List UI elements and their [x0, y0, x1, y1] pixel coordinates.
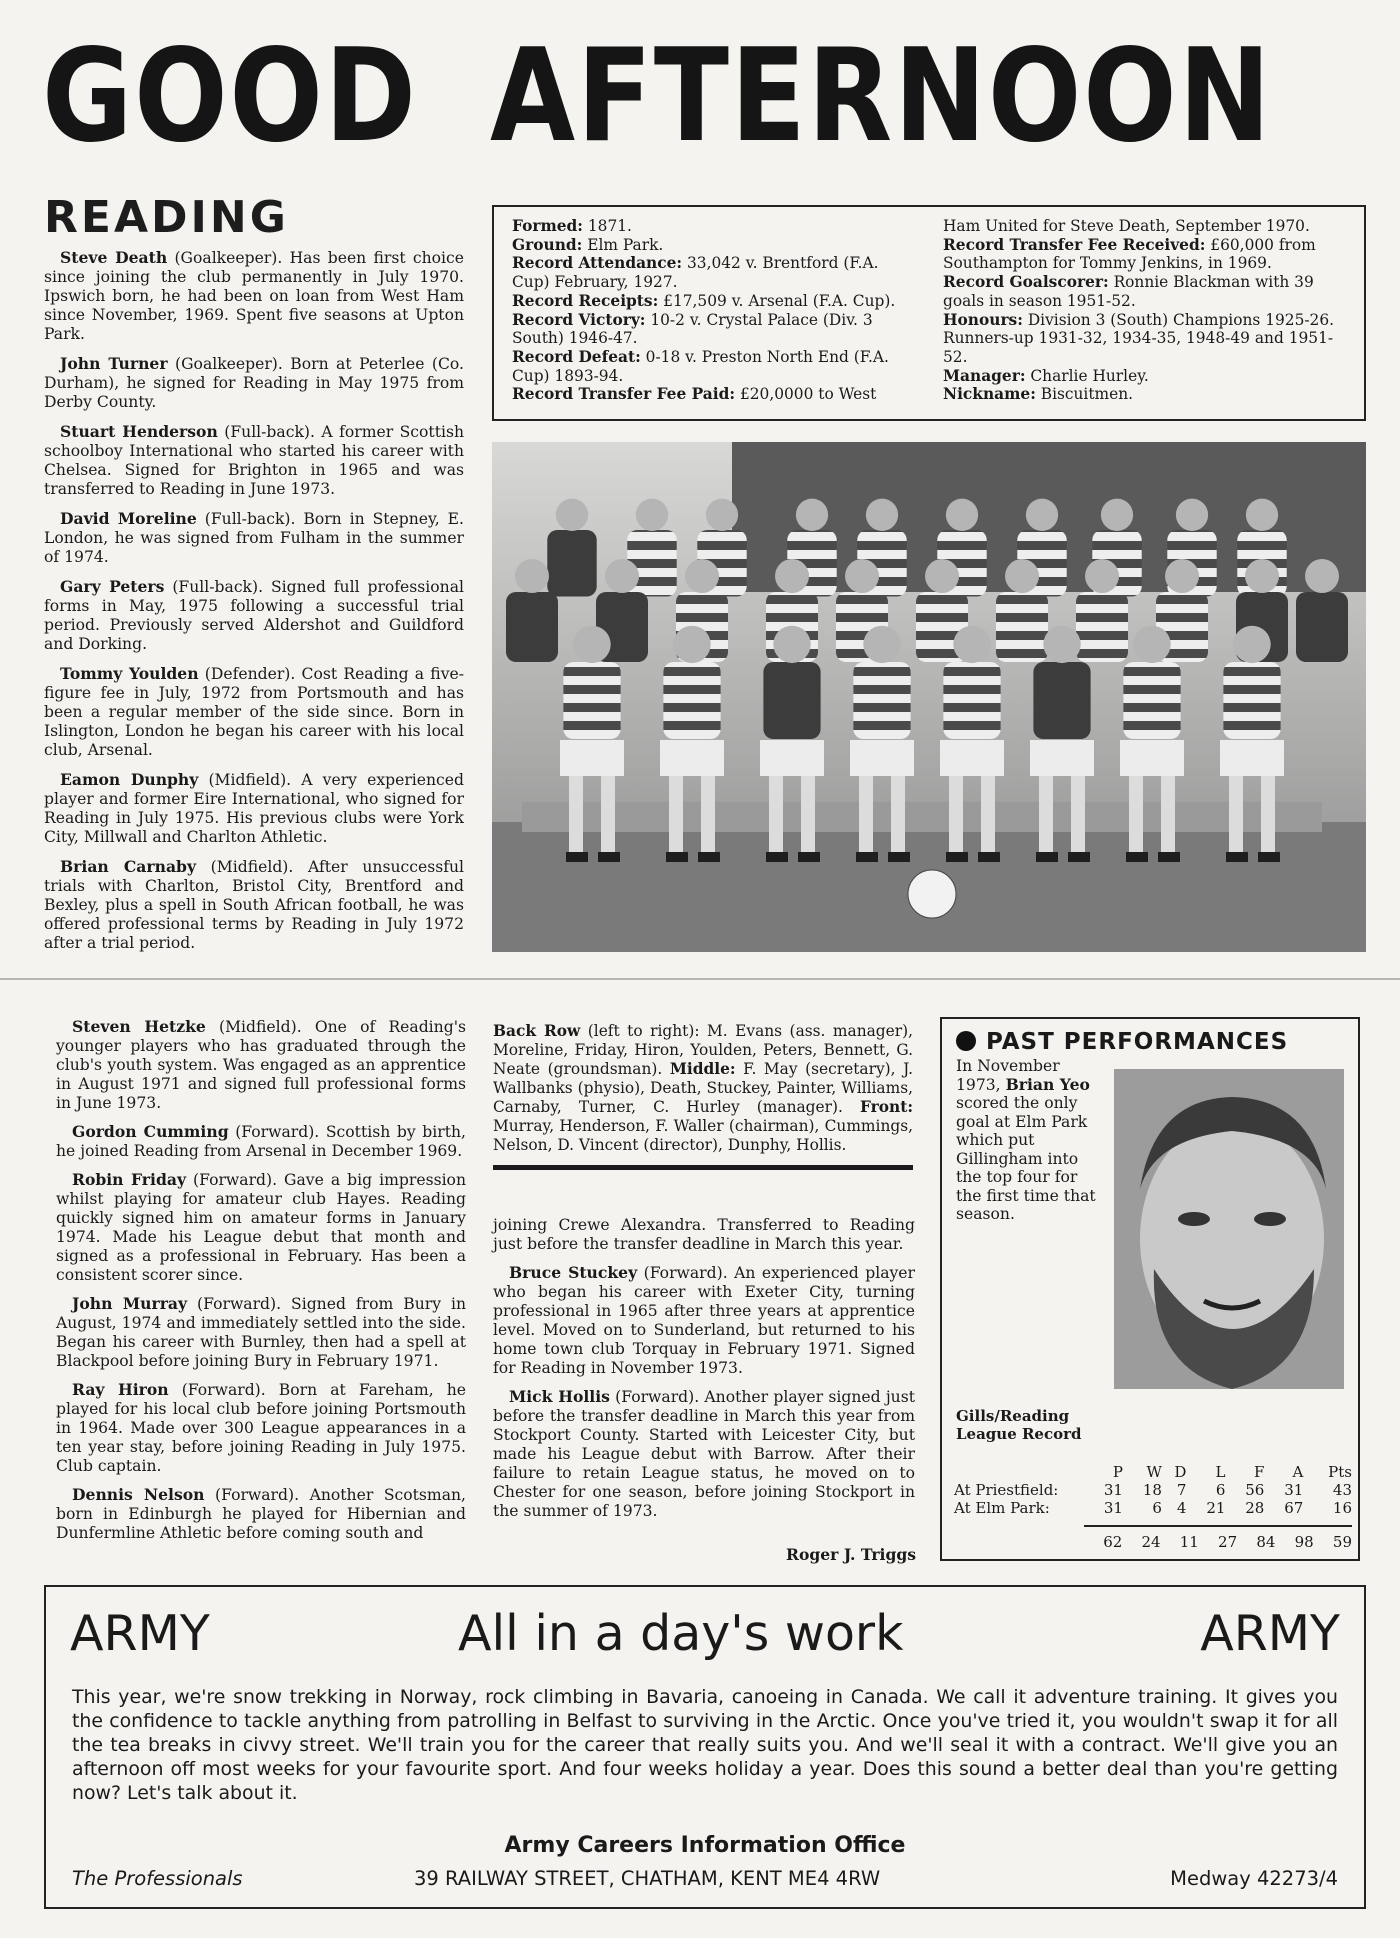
team-photo	[492, 442, 1366, 952]
army-advert	[44, 1585, 1366, 1909]
player-name: John Turner	[60, 354, 168, 373]
club-fact-label: Record Victory:	[512, 310, 646, 329]
record-total: 62	[1103, 1532, 1123, 1551]
record-value: 21	[1206, 1499, 1226, 1517]
player-bio	[493, 1215, 915, 1254]
club-fact-label: Honours:	[943, 310, 1023, 329]
player-bio	[56, 1122, 466, 1161]
record-column-header: Pts	[1328, 1463, 1352, 1481]
team-member-leg	[769, 776, 783, 856]
player-bio	[56, 1380, 466, 1476]
bios-left-column	[44, 248, 464, 963]
team-member-head	[1246, 499, 1278, 531]
player-bio	[44, 770, 464, 847]
player-bio	[44, 248, 464, 344]
caption-middle-label: Middle:	[669, 1060, 736, 1078]
team-member-figure	[547, 530, 596, 597]
portrait-illustration	[1114, 1069, 1344, 1389]
player-name: Mick Hollis	[509, 1387, 610, 1406]
player-bio-text: (Midfield). After unsuccessful trials with Charlton, Bristol City, Brentford and Bexley, plus a spell in South African football, he was offered professional terms by Reading in July 1972 after a trial period.	[44, 858, 464, 952]
player-name: Brian Carnaby	[60, 857, 197, 876]
photo-caption	[493, 1022, 913, 1155]
record-column-header: W	[1146, 1463, 1162, 1481]
player-bio	[44, 577, 464, 654]
record-value: 67	[1284, 1499, 1304, 1517]
league-record-table	[954, 1463, 1352, 1551]
team-member-head	[1245, 559, 1279, 593]
team-member-boot	[888, 852, 910, 862]
team-member-figure	[1223, 662, 1280, 739]
ad-office: Army Careers Information Office	[504, 1833, 906, 1858]
team-member-head	[636, 499, 668, 531]
team-member-figure	[563, 662, 620, 739]
club-fact-label: Nickname:	[943, 385, 1036, 404]
record-column-header: D	[1174, 1463, 1187, 1481]
club-fact	[512, 292, 915, 311]
club-fact	[512, 236, 915, 255]
team-member-leg	[949, 776, 963, 856]
player-name: Gordon Cumming	[72, 1122, 229, 1141]
record-total: 27	[1218, 1532, 1238, 1551]
player-name: David Moreline	[60, 509, 197, 528]
club-facts-right	[943, 217, 1346, 404]
player-bio	[56, 1170, 466, 1285]
team-member-shorts	[850, 740, 914, 776]
record-venue: At Elm Park:	[954, 1499, 1050, 1517]
team-member-leg	[569, 776, 583, 856]
team-member-head	[925, 559, 959, 593]
team-member-head	[515, 559, 549, 593]
record-row	[954, 1481, 1352, 1499]
team-member-figure	[1033, 662, 1090, 739]
record-value: 31	[1103, 1481, 1123, 1499]
caption-rule	[493, 1165, 913, 1170]
record-venue-header	[954, 1463, 1084, 1481]
record-total: 98	[1294, 1532, 1314, 1551]
record-total: 59	[1332, 1532, 1352, 1551]
ad-body: This year, we're snow trekking in Norway, rock climbing in Bavaria, canoeing in Canada. We call it adventure training. It gives you the confidence to tackle anything from patrolling in Belfast to surviving in the Arctic. Once you've tried it, you wouldn't swap it for all the tea breaks in civvy street. We'll train you for the career that really suits you. And we'll seal it with a contract. We'll give you an afternoon off most weeks for your favourite sport. And four weeks holiday a year. Does this sound a better deal than you're getting now? Let's talk about it.	[72, 1686, 1338, 1804]
player-name: Steven Hetzke	[72, 1017, 206, 1036]
team-member-boot	[1258, 852, 1280, 862]
club-fact	[943, 367, 1346, 386]
club-fact-label: Ground:	[512, 235, 583, 254]
headline-afternoon: AFTERNOON	[490, 22, 1273, 171]
club-fact-label: Record Transfer Fee Received:	[943, 235, 1206, 254]
team-member-head	[1176, 499, 1208, 531]
page-fold	[0, 978, 1400, 980]
club-fact-value: Ronnie Blackman with 39 goals in season 1951-52.	[943, 273, 1314, 310]
record-value: 18	[1142, 1481, 1162, 1499]
record-value: 6	[1152, 1499, 1162, 1517]
club-fact	[943, 273, 1346, 310]
photo-caption-block	[493, 1022, 913, 1170]
headline-good: GOOD	[42, 22, 418, 171]
player-bio-text: joining Crewe Alexandra. Transferred to Reading just before the transfer deadline in March this year.	[493, 1216, 915, 1253]
team-member-shorts	[560, 740, 624, 776]
record-total: 84	[1256, 1532, 1276, 1551]
team-member-leg	[1261, 776, 1275, 856]
scorer-name: Brian Yeo	[1005, 1074, 1090, 1094]
club-fact	[943, 311, 1346, 367]
team-member-boot	[1036, 852, 1058, 862]
team-member-head	[773, 626, 810, 663]
record-value: 6	[1215, 1481, 1226, 1499]
player-bio-text: (Defender). Cost Reading a five-figure fee in July, 1972 from Portsmouth and has been a regular member of the side since. Born in Islington, London he began his career with his local club, Arsenal.	[44, 665, 464, 759]
club-fact	[943, 385, 1346, 404]
record-venue: At Priestfield:	[954, 1481, 1059, 1499]
totals-rule	[1084, 1525, 1352, 1527]
team-member-leg	[601, 776, 615, 856]
team-member-figure	[1123, 662, 1180, 739]
league-record-totals	[954, 1533, 1352, 1551]
record-value: 43	[1332, 1481, 1352, 1499]
ad-address: 39 RAILWAY STREET, CHATHAM, KENT ME4 4RW	[414, 1867, 881, 1890]
player-bio-text: (Forward). Signed from Bury in August, 1974 and immediately settled into the side. Began his career with Burnley, then had a spell at Blackpool before joining Bury in February 1971.	[56, 1295, 467, 1370]
team-member-head	[1043, 626, 1080, 663]
team-member-shorts	[940, 740, 1004, 776]
club-facts-box	[492, 205, 1366, 421]
player-bio	[56, 1485, 466, 1543]
player-name: Ray Hiron	[72, 1380, 169, 1399]
club-facts-left	[512, 217, 915, 404]
player-bio-text: (Goalkeeper). Has been first choice since joining the club permanently in July 1970. Ipswich born, he had been on loan from West Ham since November, 1969. Spent five seasons at Upton Park.	[44, 249, 464, 343]
player-bio	[44, 664, 464, 760]
team-member-boot	[856, 852, 878, 862]
team-member-figure	[506, 592, 558, 662]
ad-left-word: ARMY	[70, 1605, 210, 1662]
team-member-shorts	[1030, 740, 1094, 776]
player-bio-text: (Full-back). Signed full professional forms in May, 1975 following a successful trial period. Previously served Aldershot and Guildford and Dorking.	[44, 578, 464, 653]
record-value: 31	[1103, 1499, 1123, 1517]
player-bio	[44, 422, 464, 499]
team-member-head	[1026, 499, 1058, 531]
team-member-leg	[859, 776, 873, 856]
club-fact	[512, 311, 915, 348]
club-fact	[512, 348, 915, 385]
record-column-header: L	[1215, 1463, 1226, 1481]
team-member-figure	[663, 662, 720, 739]
team-member-head	[1133, 626, 1170, 663]
record-value: 4	[1176, 1499, 1187, 1517]
team-member-boot	[978, 852, 1000, 862]
league-record	[954, 1463, 1352, 1517]
team-member-head	[1101, 499, 1133, 531]
club-fact-label: Record Attendance:	[512, 254, 683, 273]
club-fact-value: £20,0000 to West	[735, 385, 877, 404]
club-fact-label: Record Goalscorer:	[943, 273, 1109, 292]
player-bio-text: (Midfield). One of Reading's younger players who has graduated through the club's youth system. Was engaged as an apprentice in August 1971 and signed full professional forms in June 1973.	[56, 1018, 466, 1112]
club-fact-value: £17,509 v. Arsenal (F.A. Cup).	[658, 291, 896, 310]
team-member-leg	[1129, 776, 1143, 856]
record-totals-row	[954, 1533, 1352, 1551]
caption-back-text: (left to right): M. Evans (ass. manager), Moreline, Friday, Hiron, Youlden, Peters, Bennett, G. Neate (groundsman).	[493, 1022, 913, 1078]
club-fact	[512, 217, 915, 236]
caption-front-label: Front:	[859, 1098, 913, 1116]
past-performances-title: PAST PERFORMANCES	[956, 1029, 1288, 1055]
team-member-shorts	[660, 740, 724, 776]
team-member-head	[673, 626, 710, 663]
player-name: John Murray	[72, 1294, 188, 1313]
team-member-head	[706, 499, 738, 531]
section-title: READING	[44, 192, 289, 243]
club-fact-label: Formed:	[512, 217, 583, 235]
club-fact-value: 33,042 v. Brentford (F.A. Cup) February, 1927.	[512, 254, 879, 292]
team-member-boot	[566, 852, 588, 862]
club-fact-label: Record Defeat:	[512, 347, 641, 366]
team-member-leg	[1039, 776, 1053, 856]
club-fact-value: Biscuitmen.	[1035, 385, 1134, 404]
team-member-leg	[891, 776, 905, 856]
team-member-shorts	[1120, 740, 1184, 776]
club-fact-value: 0-18 v. Preston North End (F.A. Cup) 1893-94.	[512, 347, 889, 385]
team-member-head	[796, 499, 828, 531]
team-member-head	[775, 559, 809, 593]
team-member-head	[1085, 559, 1119, 593]
club-fact-value: Ham United for Steve Death, September 1970.	[943, 217, 1310, 235]
team-member-leg	[1229, 776, 1243, 856]
record-label: Gills/Reading League Record	[956, 1407, 1082, 1443]
club-fact-value: Elm Park.	[582, 235, 664, 254]
team-photo-illustration	[492, 442, 1366, 952]
team-member-figure	[1296, 592, 1348, 662]
team-member-leg	[801, 776, 815, 856]
team-member-boot	[598, 852, 620, 862]
team-member-figure	[943, 662, 1000, 739]
team-member-boot	[1126, 852, 1148, 862]
club-fact-label: Record Receipts:	[512, 291, 659, 310]
team-member-figure	[1076, 592, 1128, 662]
portrait-photo	[1114, 1069, 1344, 1389]
team-member-head	[946, 499, 978, 531]
team-member-head	[953, 626, 990, 663]
player-bio	[44, 509, 464, 567]
past-performances-box	[940, 1017, 1360, 1561]
player-bio-text: (Forward). Gave a big impression whilst playing for amateur club Hayes. Reading quickly signed him on amateur forms in January 1974. Made his League debut that month and signed as a professional in February. Has been a consistent scorer since.	[56, 1171, 466, 1284]
record-total: 11	[1179, 1532, 1199, 1551]
caption-back-label: Back Row	[493, 1022, 581, 1040]
record-row	[954, 1499, 1352, 1517]
player-bio-text: (Forward). Another Scotsman, born in Edinburgh he played for Hibernian and Dunfermline Athletic before coming south and	[56, 1486, 466, 1542]
player-bio	[493, 1387, 915, 1521]
player-bio-text: (Forward). Scottish by birth, he joined Reading from Arsenal in December 1969.	[56, 1123, 466, 1160]
team-member-head	[1165, 559, 1199, 593]
team-member-boot	[946, 852, 968, 862]
team-member-boot	[798, 852, 820, 862]
team-member-boot	[666, 852, 688, 862]
team-member-head	[866, 499, 898, 531]
player-bio	[56, 1294, 466, 1371]
ad-right-word: ARMY	[1200, 1605, 1340, 1662]
club-fact-value: 1871.	[582, 217, 632, 235]
team-member-shorts	[1220, 740, 1284, 776]
player-name: Tommy Youlden	[60, 664, 199, 683]
record-total: 24	[1141, 1532, 1161, 1551]
record-totals-spacer	[954, 1533, 1084, 1551]
author-credit: Roger J. Triggs	[786, 1545, 917, 1564]
team-member-head	[845, 559, 879, 593]
team-member-leg	[981, 776, 995, 856]
record-value: 16	[1332, 1499, 1352, 1517]
record-column-header: F	[1253, 1463, 1265, 1481]
player-bio-text: (Full-back). Born in Stepney, E. London, he was signed from Fulham in the summer of 1974.	[44, 510, 464, 566]
player-name: Eamon Dunphy	[60, 770, 199, 789]
player-name: Gary Peters	[60, 577, 165, 596]
bullet-icon	[956, 1031, 976, 1051]
player-name: Stuart Henderson	[60, 422, 218, 441]
player-bio-text: (Goalkeeper). Born at Peterlee (Co. Durham), he signed for Reading in May 1975 from Derby County.	[44, 355, 465, 411]
team-member-boot	[1226, 852, 1248, 862]
player-bio	[56, 1017, 466, 1113]
bios-bottom-middle-column	[493, 1215, 915, 1530]
ad-tagline: The Professionals	[72, 1867, 243, 1890]
team-member-head	[685, 559, 719, 593]
club-fact-value: Charlie Hurley.	[1025, 366, 1149, 385]
team-member-shorts	[760, 740, 824, 776]
club-fact	[512, 254, 915, 291]
team-member-boot	[766, 852, 788, 862]
player-bio	[44, 354, 464, 412]
player-name: Robin Friday	[72, 1170, 187, 1189]
team-member-figure	[853, 662, 910, 739]
ad-phone: Medway 42273/4	[1170, 1867, 1338, 1890]
record-column-header: A	[1292, 1463, 1304, 1481]
record-header-row	[954, 1463, 1352, 1481]
record-value: 7	[1176, 1481, 1187, 1499]
team-member-head	[605, 559, 639, 593]
team-member-boot	[1158, 852, 1180, 862]
team-member-head	[573, 626, 610, 663]
club-fact-label: Record Transfer Fee Paid:	[512, 385, 736, 404]
caption-middle-text: F. May (secretary), J. Wallbanks (physio), Death, Stuckey, Painter, Williams, Carnaby, Turner, C. Hurley (manager).	[493, 1060, 913, 1116]
caption-front-text: Murray, Henderson, F. Waller (chairman), Cummings, Nelson, D. Vincent (director), Dunphy, Hollis.	[493, 1117, 913, 1154]
team-member-figure	[996, 592, 1048, 662]
record-value: 56	[1245, 1481, 1265, 1499]
club-fact	[943, 236, 1346, 273]
record-value: 28	[1245, 1499, 1265, 1517]
record-value: 31	[1284, 1481, 1304, 1499]
player-bio-text: (Forward). An experienced player who began his career with Exeter City, turning professional in 1965 after three years at apprentice level. Moved on to Sunderland, but returned to his home town club Torquay in February 1971. Signed for Reading in November 1973.	[493, 1264, 915, 1377]
club-fact-value: 10-2 v. Crystal Palace (Div. 3 South) 1946-47.	[512, 310, 873, 348]
team-member-leg	[1161, 776, 1175, 856]
club-fact-label: Manager:	[943, 366, 1026, 385]
player-bio	[493, 1263, 915, 1378]
past-performances-text: In November 1973, Brian Yeo scored the only goal at Elm Park which put Gillingham into the top four for the first time that season.	[956, 1057, 1096, 1223]
club-fact-value: £60,000 from Southampton for Tommy Jenkins, in 1969.	[943, 235, 1316, 273]
team-member-head	[1005, 559, 1039, 593]
player-bio-text: (Full-back). A former Scottish schoolboy International who started his career with Chelsea. Signed for Brighton in 1965 and was transferred to Reading in June 1973.	[44, 423, 464, 498]
record-column-header: P	[1112, 1463, 1123, 1481]
team-member-head	[556, 499, 588, 531]
player-bio-text: (Forward). Born at Fareham, he played for his local club before joining Portsmouth in 1964. Made over 300 League appearances in a ten year stay, before joining Reading in July 1975. Club captain.	[56, 1381, 466, 1475]
team-member-leg	[1071, 776, 1085, 856]
player-name: Bruce Stuckey	[509, 1263, 638, 1282]
bios-bottom-left-column	[56, 1017, 466, 1552]
team-member-boot	[698, 852, 720, 862]
player-bio-text: (Midfield). A very experienced player and former Eire International, who signed for Reading in July 1975. His previous clubs were York City, Millwall and Charlton Athletic.	[44, 771, 464, 846]
club-fact-value: Division 3 (South) Champions 1925-26. Runners-up 1931-32, 1934-35, 1948-49 and 1951-52.	[943, 310, 1335, 366]
club-fact	[943, 217, 1346, 236]
ad-slogan: All in a day's work	[458, 1605, 904, 1662]
team-member-head	[863, 626, 900, 663]
player-bio	[44, 857, 464, 953]
team-member-head	[1233, 626, 1270, 663]
team-member-leg	[669, 776, 683, 856]
team-member-boot	[1068, 852, 1090, 862]
player-name: Dennis Nelson	[72, 1485, 205, 1504]
player-bio-text: (Forward). Another player signed just before the transfer deadline in March this year from Stockport County. Started with Leicester City, but made his League debut with Barrow. After their failure to retain League status, he moved on to Chester for one season, before joining Stockport in the summer of 1973.	[493, 1388, 915, 1520]
player-name: Steve Death	[60, 248, 168, 267]
team-member-head	[1305, 559, 1339, 593]
team-member-figure	[763, 662, 820, 739]
team-member-leg	[701, 776, 715, 856]
club-fact	[512, 385, 915, 404]
